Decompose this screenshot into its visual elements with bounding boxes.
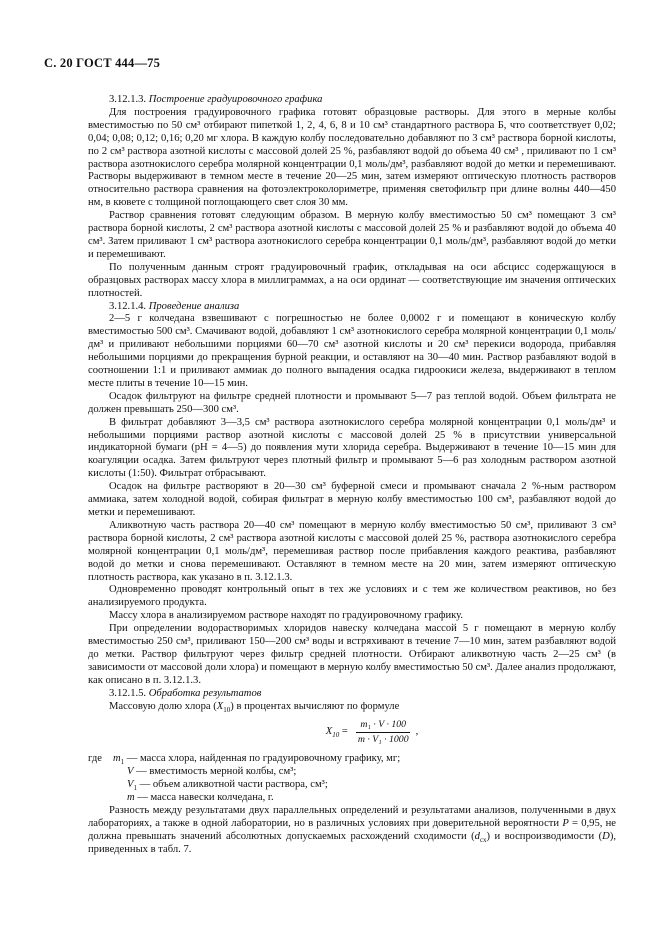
section-number: 3.12.1.3.	[109, 94, 147, 105]
section-number: 3.12.1.4.	[109, 300, 147, 312]
formula-fraction	[354, 719, 413, 748]
section-title: Проведение анализа	[148, 300, 240, 312]
paragraph: Аликвотную часть раствора 20—40 см³ помещают в мерную колбу вместимостью 50 см³, приливают 3 см³ раствора борной кислоты, 2 см³ раствора азотной кислоты с массовой долей 25 %, раствора азотнокислого серебра молярной концентрации 0,1 моль/дм³, перемешивая раствор после прибавления каждого реактива, разбавляют водой до метки и снова перемешивают. Оставляют в темном месте на 20 мин, затем измеряют оптическую плотность раствора, как указано в п. 3.12.1.3.	[88, 519, 616, 583]
paragraph-formula-intro: Массовую долю хлора $(X_{10})$ в процентах вычисляют по формуле	[109, 700, 400, 714]
where-prefix: где	[88, 753, 102, 765]
formula-denominator: m · V₁ · 1000	[357, 734, 409, 746]
paragraph: Осадок на фильтре растворяют в 20—30 см³ буферной смеси и промывают сначала 2 %-ным раствором аммиака, затем холодной водой, собирая фильтрат в мерную колбу вместимостью 100 см³, разбавляют водой до метки и перемешивают.	[88, 481, 616, 518]
paragraph: Массу хлора в анализируемом растворе находят по градуировочному графику.	[109, 610, 464, 622]
formula-lhs: $X_{10}$ =	[325, 726, 348, 740]
section-title: Обработка результатов	[148, 687, 262, 699]
where-item: m — масса навески колчедана, г.	[127, 792, 274, 804]
where-item: V — вместимость мерной колбы, см³;	[127, 766, 297, 778]
where-item: где $m_1$ — масса хлора, найденная по градуировочному графику, мг;	[88, 753, 401, 767]
paragraph: По полученным данным строят градуировочный график, откладывая на оси абсцисс содержащуюся в образцовых растворах массу хлора в миллиграммах, а на оси ординат — соответствующие им значения оптических плотностей.	[88, 261, 616, 299]
section-heading-3-12-1-4	[88, 301, 616, 314]
paragraph: Одновременно проводят контрольный опыт в тех же условиях и с тем же количеством реактивов, но без анализируемого продукта.	[88, 584, 616, 609]
paragraph: При определении водорастворимых хлоридов навеску колчедана массой 5 г помещают в мерную колбу вместимостью 250 см³, приливают 150—200 см³ воды и встряхивают в течение 7—10 мин, затем разбавляют водой до метки. Раствор фильтруют через фильтр средней плотности. Отбирают аликвотную часть 2—25 см³ (в зависимости от массовой доли хлора) и помещают в мерную колбу вместимостью 50 см³. Далее анализ продолжают, как описано в п. 3.12.1.3.	[88, 623, 616, 686]
paragraph: В фильтрат добавляют 3—3,5 см³ раствора азотнокислого серебра молярной концентрации 0,1 моль/дм³ и небольшими порциями раствор азотной кислоты с массовой долей 25 % в присутствии универсальной индикаторной бумаги (рН = 4—5) до появления мути хлорида серебра. Выдерживают в течение 10—15 мин для коагуляции осадка. Затем фильтруют через плотный фильтр и промывают 5—6 раз холодным раствором азотной кислоты (1:50). Фильтрат отбрасывают.	[88, 416, 616, 480]
formula-numerator: m₁ · V · 100	[356, 719, 410, 734]
formula-tail: ,	[415, 726, 419, 738]
paragraph: 2—5 г колчедана взвешивают с погрешностью не более 0,0002 г и помещают в коническую колбу вместимостью 500 см³. Смачивают водой, добавляют 1 см³ азотнокислого серебра молярной концентрации 0,1 моль/дм³ и приливают небольшими порциями 60—70 см³ азотной кислоты и 20 см³ перекиси водорода, прибавляя небольшими порциями до прекращения бурной реакции, и оставляют на 30—40 мин. Раствор разбавляют водой в соотношении 1:1 и приливают аммиак до полного выпадения осадка гидроокиси железа, выдерживают в теплом месте плиты в течение 10—15 мин.	[88, 313, 616, 389]
page-header: С. 20 ГОСТ 444—75	[44, 56, 161, 70]
paragraph: Осадок фильтруют на фильтре средней плотности и промывают 5—7 раз теплой водой. Объем фильтрата не должен превышать 250—300 см³.	[88, 390, 616, 415]
paragraph: Для построения градуировочного графика готовят образцовые растворы. Для этого в мерные колбы вместимостью по 50 см³ отбирают пипеткой 1, 2, 4, 6, 8 и 10 см³ стандартного раствора Б, что соответствует 0,02; 0,04; 0,08; 0,12; 0,16; 0,20 мг хлора. В каждую колбу последовательно добавляют по 3 см³ раствора борной кислоты, по 2 см³ раствора азотной кислоты с массовой долей 25 %, разбавляют водой до объема 40 см³ , приливают по 1 см³ раствора азотнокислого серебра молярной концентрации 0,1 моль/дм³, разбавляют водой до метки и перемешивают. Растворы выдерживают в темном месте в течение 20—25 мин, затем измеряют оптическую плотность растворов относительно раствора сравнения на фотоэлектроколориметре, применяя светофильтр при длине волны 440—450 нм, в кювете с толщиной поглощающего свет слоя 30 мм.	[88, 106, 616, 209]
paragraph-tolerance: Разность между результатами двух параллельных определений и результатами анализов, полученными в двух лабораториях, а также в одной лаборатории, но в различных условиях при доверительной вероятности P = 0,95, не должна превышать значений абсолютных допускаемых расхождений сходимости $(d_{сх})$ и воспроизводимости (D), приведенных в табл. 7.	[88, 804, 617, 855]
section-title: Построение градуировочного графика	[148, 94, 323, 105]
formula	[128, 719, 616, 748]
where-item: $V_1$ — объем аликвотной части раствора, см³;	[127, 779, 328, 793]
section-heading-3-12-1-5	[88, 688, 616, 701]
section-number: 3.12.1.5.	[109, 687, 147, 699]
section-heading-3-12-1-3	[88, 94, 616, 107]
document-body	[88, 94, 616, 857]
paragraph: Раствор сравнения готовят следующим образом. В мерную колбу вместимостью 50 см³ помещают 3 см³ раствора борной кислоты, 2 см³ раствора азотной кислоты с массовой долей 25 % и разбавляют водой до объема 40 см³. Затем приливают 1 см³ раствора азотнокислого серебра концентрации 0,1 моль/дм³, разбавляют водой до метки и перемешивают.	[88, 210, 616, 260]
